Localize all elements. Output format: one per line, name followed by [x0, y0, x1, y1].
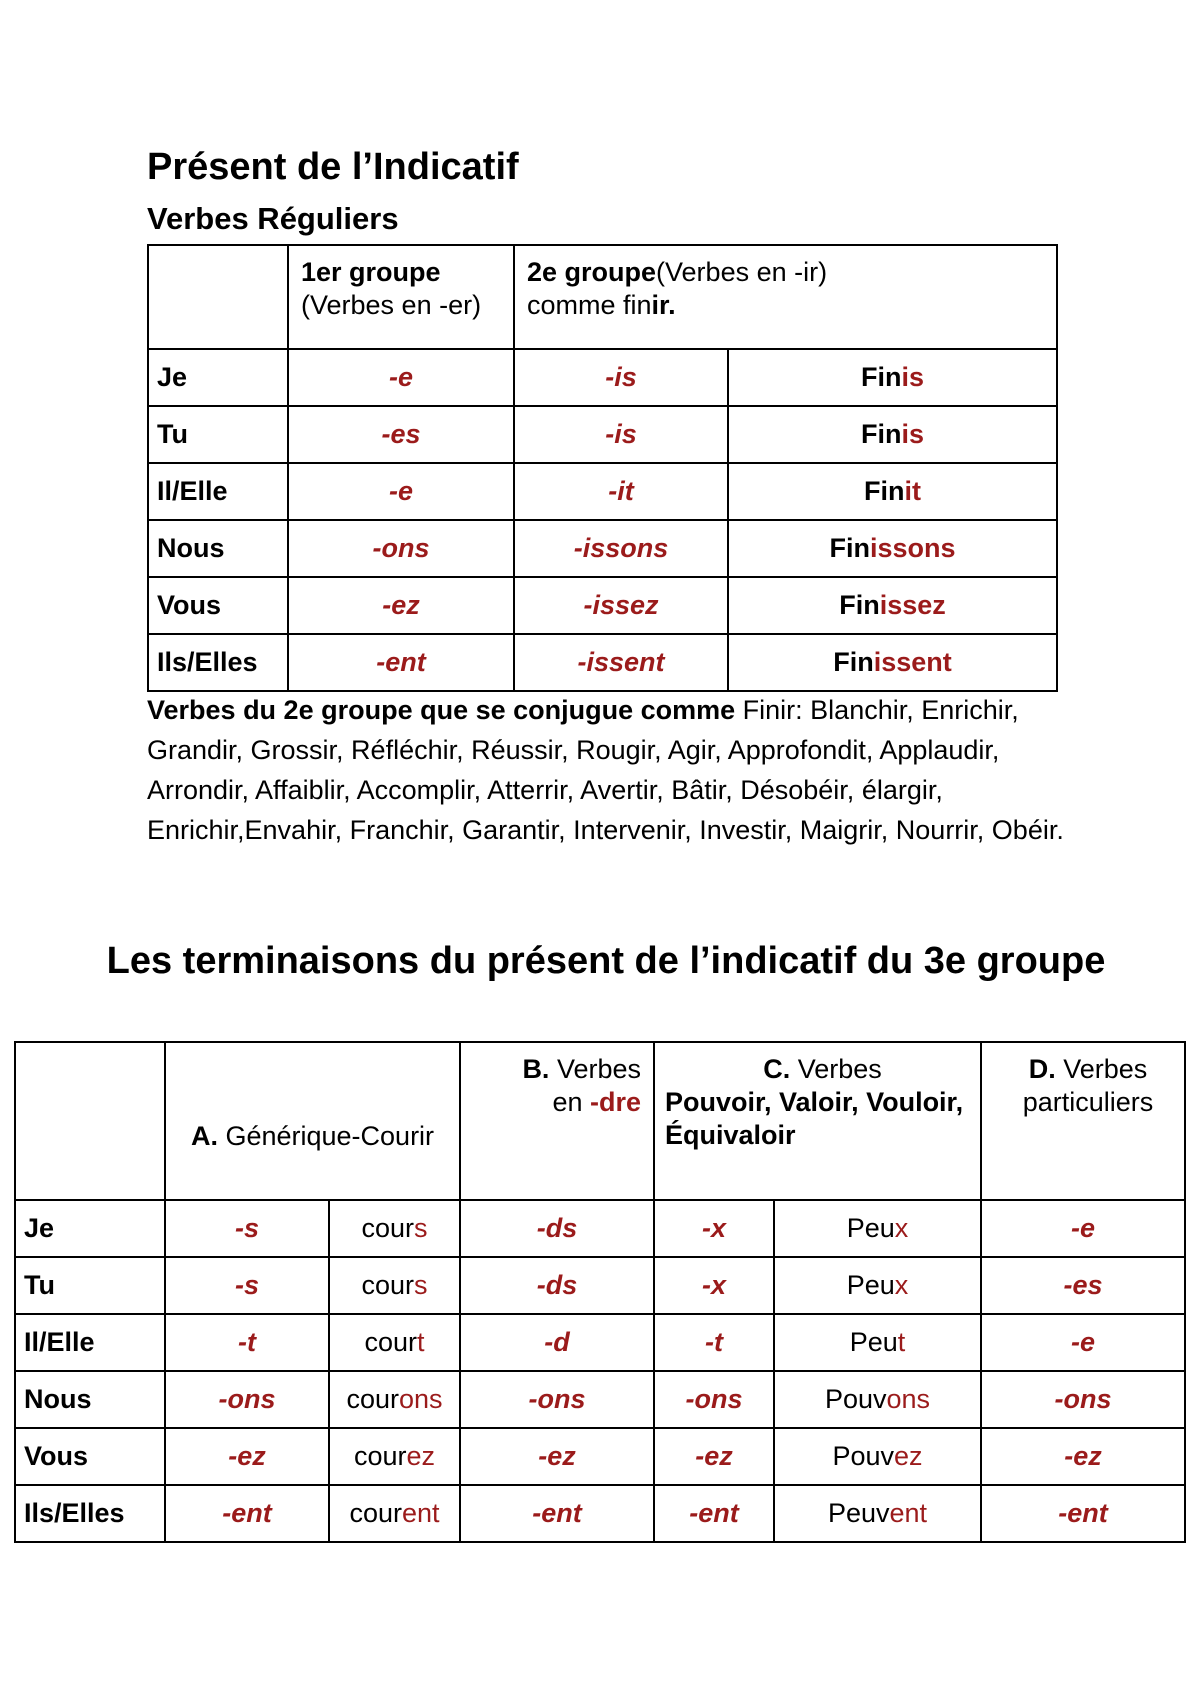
second-group-ending: -is	[514, 406, 728, 463]
pouvoir-conjugation	[774, 1257, 981, 1314]
verb-stem: Fin	[829, 533, 870, 563]
pouvoir-conjugation	[774, 1200, 981, 1257]
table-row	[15, 1314, 1185, 1371]
table-row	[148, 634, 1057, 691]
courir-ending: -s	[165, 1257, 329, 1314]
verb-stem: Pouv	[832, 1441, 894, 1471]
header-second-group-title: 2e groupe	[527, 257, 657, 287]
pronoun-cell: Il/Elle	[148, 463, 288, 520]
pouvoir-ending: -ons	[654, 1371, 774, 1428]
finir-conjugation	[728, 634, 1057, 691]
table-row	[15, 1428, 1185, 1485]
pouvoir-conjugation	[774, 1314, 981, 1371]
courir-ending: -ons	[165, 1371, 329, 1428]
finir-conjugation	[728, 406, 1057, 463]
header-empty-cell	[148, 245, 288, 349]
table-row	[148, 520, 1057, 577]
verb-ending: t	[897, 1327, 906, 1357]
header-empty-cell	[15, 1042, 165, 1200]
pronoun-cell: Je	[15, 1200, 165, 1257]
dre-ending: -ons	[460, 1371, 654, 1428]
verb-ending: ent	[401, 1498, 440, 1528]
second-group-ending: -issez	[514, 577, 728, 634]
particular-ending: -ent	[981, 1485, 1185, 1542]
verb-ending: ons	[886, 1384, 931, 1414]
dre-ending: -ez	[460, 1428, 654, 1485]
second-group-ending: -issons	[514, 520, 728, 577]
pouvoir-conjugation	[774, 1485, 981, 1542]
first-group-ending: -ons	[288, 520, 514, 577]
verb-ending: it	[904, 476, 921, 506]
pronoun-cell: Je	[148, 349, 288, 406]
pronoun-cell: Tu	[15, 1257, 165, 1314]
particular-ending: -ez	[981, 1428, 1185, 1485]
page-title: Présent de l’Indicatif	[147, 146, 519, 188]
verb-ending: ent	[889, 1498, 928, 1528]
header-d-letter: D.	[1028, 1054, 1056, 1084]
courir-conjugation	[329, 1485, 460, 1542]
first-group-ending: -e	[288, 463, 514, 520]
verb-stem: cour	[364, 1327, 417, 1357]
pouvoir-ending: -t	[654, 1314, 774, 1371]
verb-ending: x	[894, 1270, 909, 1300]
particular-ending: -es	[981, 1257, 1185, 1314]
dre-ending: -d	[460, 1314, 654, 1371]
header-first-group-note: (Verbes en -er)	[301, 290, 482, 320]
pronoun-cell: Nous	[148, 520, 288, 577]
courir-conjugation	[329, 1200, 460, 1257]
header-c-bold: Pouvoir, Valoir, Vouloir, Équivaloir	[665, 1087, 964, 1150]
pronoun-cell: Vous	[148, 577, 288, 634]
verb-stem: Peuv	[827, 1498, 890, 1528]
verb-stem: cour	[346, 1384, 399, 1414]
finir-conjugation	[728, 520, 1057, 577]
header-column-a	[165, 1042, 460, 1200]
header-second-group-line2-bold: ir.	[651, 290, 676, 320]
verb-stem: Fin	[833, 647, 874, 677]
table-row	[148, 463, 1057, 520]
header-b-text2: en	[552, 1087, 590, 1117]
table-row	[148, 577, 1057, 634]
verb-stem: Pouv	[824, 1384, 887, 1414]
verb-ending: issez	[879, 590, 946, 620]
header-column-c	[654, 1042, 981, 1200]
table-header-row	[15, 1042, 1185, 1200]
verb-stem: Peu	[846, 1270, 895, 1300]
third-group-title: Les terminaisons du présent de l’indicatif du 3e groupe	[106, 940, 1106, 982]
verb-stem: Fin	[860, 419, 902, 449]
first-group-ending: -ent	[288, 634, 514, 691]
header-c-letter: C.	[763, 1054, 791, 1084]
pronoun-cell: Ils/Elles	[15, 1485, 165, 1542]
courir-conjugation	[329, 1371, 460, 1428]
header-first-group-title: 1er groupe	[301, 257, 441, 287]
header-b-letter: B.	[522, 1054, 550, 1084]
particular-ending: -e	[981, 1200, 1185, 1257]
header-c-text: Verbes	[790, 1054, 882, 1084]
particular-ending: -e	[981, 1314, 1185, 1371]
finir-conjugation	[728, 577, 1057, 634]
dre-ending: -ent	[460, 1485, 654, 1542]
pouvoir-ending: -x	[654, 1200, 774, 1257]
second-group-ending: -it	[514, 463, 728, 520]
verb-ending: ons	[398, 1384, 443, 1414]
courir-ending: -ez	[165, 1428, 329, 1485]
pouvoir-conjugation	[774, 1371, 981, 1428]
header-second-group-line2: comme fin	[527, 290, 652, 320]
header-column-b	[460, 1042, 654, 1200]
table-row	[15, 1257, 1185, 1314]
pouvoir-conjugation	[774, 1428, 981, 1485]
verb-ending: issent	[873, 647, 952, 677]
verb-ending: s	[414, 1270, 428, 1300]
header-a-letter: A.	[190, 1120, 218, 1151]
table-row	[148, 406, 1057, 463]
note-verb-list: Finir: Blanchir, Enrichir, Grandir, Grossir, Réfléchir, Réussir, Rougir, Agir, Approfondit, Applaudir, Arrondir, Affaiblir, Accomplir, Atterrir, Avertir, Bâtir, Désobéir, élargir, Enrichir,Envahir, Franchir, Garantir, Intervenir, Investir, Maigrir, Nourrir, Obéir.	[147, 695, 1064, 845]
header-second-group-note: (Verbes en -ir)	[656, 257, 828, 287]
courir-ending: -ent	[165, 1485, 329, 1542]
verb-stem: cour	[349, 1498, 402, 1528]
verb-stem: cour	[353, 1441, 407, 1471]
verb-ending: is	[901, 419, 925, 449]
regular-verbs-table	[147, 244, 1058, 692]
first-group-ending: -es	[288, 406, 514, 463]
verb-ending: ez	[406, 1441, 436, 1471]
courir-conjugation	[329, 1314, 460, 1371]
verb-stem: cour	[361, 1270, 415, 1300]
second-group-ending: -is	[514, 349, 728, 406]
table-row	[15, 1485, 1185, 1542]
verb-ending: x	[894, 1213, 909, 1243]
table-header-row	[148, 245, 1057, 349]
pouvoir-ending: -ez	[654, 1428, 774, 1485]
verb-stem: Fin	[864, 476, 905, 506]
pouvoir-ending: -x	[654, 1257, 774, 1314]
verb-ending: s	[414, 1213, 428, 1243]
pronoun-cell: Tu	[148, 406, 288, 463]
second-group-ending: -issent	[514, 634, 728, 691]
verb-ending: is	[901, 362, 925, 392]
verb-ending: t	[417, 1327, 425, 1357]
header-second-group	[514, 245, 1057, 349]
second-group-verbs-note	[147, 690, 1087, 850]
verb-ending: ez	[894, 1441, 923, 1471]
verb-stem: cour	[361, 1213, 415, 1243]
verb-stem: Fin	[860, 362, 902, 392]
header-b-red: -dre	[589, 1087, 641, 1117]
header-d-text: Verbes particuliers	[1022, 1054, 1154, 1117]
courir-ending: -s	[165, 1200, 329, 1257]
table-row	[15, 1200, 1185, 1257]
courir-conjugation	[329, 1257, 460, 1314]
pronoun-cell: Il/Elle	[15, 1314, 165, 1371]
dre-ending: -ds	[460, 1257, 654, 1314]
note-bold-lead: Verbes du 2e groupe que se conjugue comme	[147, 695, 736, 725]
pouvoir-ending: -ent	[654, 1485, 774, 1542]
finir-conjugation	[728, 463, 1057, 520]
pronoun-cell: Vous	[15, 1428, 165, 1485]
first-group-ending: -ez	[288, 577, 514, 634]
pronoun-cell: Ils/Elles	[148, 634, 288, 691]
first-group-ending: -e	[288, 349, 514, 406]
header-a-text: Générique-Courir	[217, 1120, 435, 1151]
verb-stem: Peu	[849, 1327, 898, 1357]
courir-conjugation	[329, 1428, 460, 1485]
finir-conjugation	[728, 349, 1057, 406]
particular-ending: -ons	[981, 1371, 1185, 1428]
courir-ending: -t	[165, 1314, 329, 1371]
table-row	[15, 1371, 1185, 1428]
header-column-d	[981, 1042, 1185, 1200]
section-subtitle: Verbes Réguliers	[147, 201, 399, 236]
third-group-table	[14, 1041, 1186, 1543]
dre-ending: -ds	[460, 1200, 654, 1257]
table-row	[148, 349, 1057, 406]
pronoun-cell: Nous	[15, 1371, 165, 1428]
header-first-group	[288, 245, 514, 349]
verb-ending: issons	[869, 533, 956, 563]
verb-stem: Peu	[846, 1213, 895, 1243]
header-b-text: Verbes	[549, 1054, 641, 1084]
verb-stem: Fin	[839, 590, 880, 620]
